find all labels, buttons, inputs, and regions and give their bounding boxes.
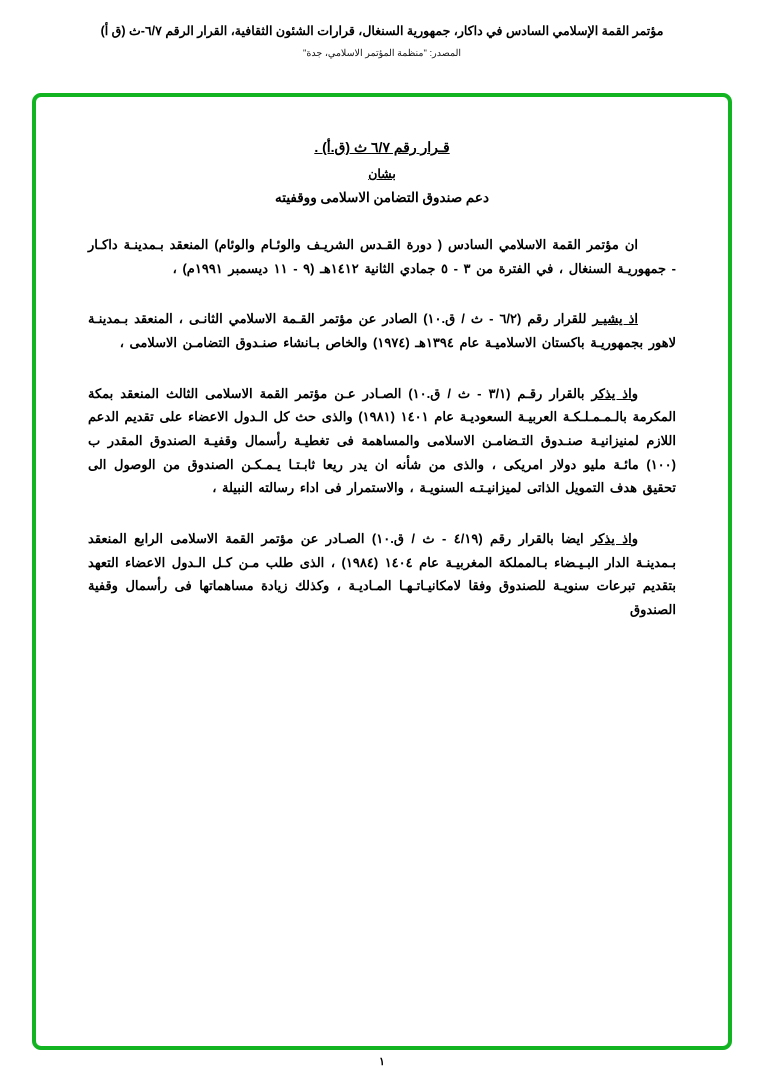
paragraph-text: ايضا بالقرار رقم (٤/١٩ - ث / ق.١٠) الصـادر عن مؤتمر القمة الاسلامى الرابع المنعقد بـمدينـة الدار البـيـضاء بـالمملكة المغربيـة عام ١٤٠٤ (١٩٨٤) ، الذى طلب مـن كـل الـدول الاعضاء التعهد بتقديم تبرعات سنويـة للصندوق وفقا لامكانيـاتـهـا المـاديـة ، وكذلك زيادة مساهماتها فى رأسمال وقفية الصندوق — [88, 530, 676, 617]
paragraph-text: ان مؤتمر القمة الاسلامي السادس ( دورة القـدس الشريـف والوئـام والوئام) المنعقد بـمدينـة داكـار - جمهوريـة السنغال ، في الفترة من ٣ - ٥ جمادي الثانية ١٤١٢هـ (٩ - ١١ ديسمبر ١٩٩١م) ، — [88, 237, 676, 276]
resolution-regarding-label: بشان — [368, 167, 396, 181]
page-title: مؤتمر القمة الإسلامي السادس في داكار، جمهورية السنغال، قرارات الشئون الثقافية، القرار الرقم ٦/٧-ث (ق أ) — [100, 24, 664, 38]
paragraph — [88, 307, 676, 354]
paragraph-text: بالقرار رقـم (٣/١ - ث / ق.١٠) الصـادر عـن مؤتمر القمة الاسلامى الثالث المنعقد بمكة المكرمة بالـمـمـلـكـة العربيـة السعوديـة عام ١٤٠١ (١٩٨١) والذى حث كل الـدول الاعضاء على تقديم الدعم اللازم لمنيزانيـة صنـدوق التـضامـن الاسلامى والمساهمة فى تغطيـة رأسمال وقفيـة الصندوق المقدر ب (١٠٠) مائـة مليو دولار امريكى ، والذى من شأنه ان يدر ريعا ثابـتـا يـمـكـن الصندوق من الوصول الى تحقيق هدف التمويل الذاتى لميزانيـتـه السنويـة ، والاستمرار فى اداء رسالته النبيلة ، — [88, 385, 676, 496]
resolution-heading — [88, 139, 676, 206]
source-line: المصدر: "منظمة المؤتمر الاسلامي، جدة" — [302, 47, 462, 59]
paragraph — [88, 527, 676, 622]
resolution-number: قـرار رقم ٦/٧ ث (ق.أ) . — [314, 139, 450, 155]
paragraph-lead: اذ يشيـر — [592, 311, 638, 327]
paragraph-lead: واذ يذكر — [591, 385, 638, 401]
paragraph-lead: واذ يذكر — [591, 530, 638, 546]
resolution-subject: دعم صندوق التضامن الاسلامى ووقفيته — [275, 190, 489, 205]
green-border-frame — [32, 93, 732, 1050]
paragraph-text: للقرار رقم (٦/٢ - ث / ق.١٠) الصادر عن مؤتمر القـمة الاسلامي الثانـى ، المنعقد بـمدينـة لاهور بجمهوريـة باكستان الاسلاميـة عام ١٣٩٤هـ (١٩٧٤) والخاص بـانشاء صنـدوق التضامـن الاسلامى ، — [88, 311, 676, 350]
paragraph — [88, 233, 676, 280]
page-number: ١ — [379, 1056, 385, 1068]
document-header — [0, 0, 764, 59]
paragraph — [88, 382, 676, 500]
document-body — [36, 97, 728, 1046]
